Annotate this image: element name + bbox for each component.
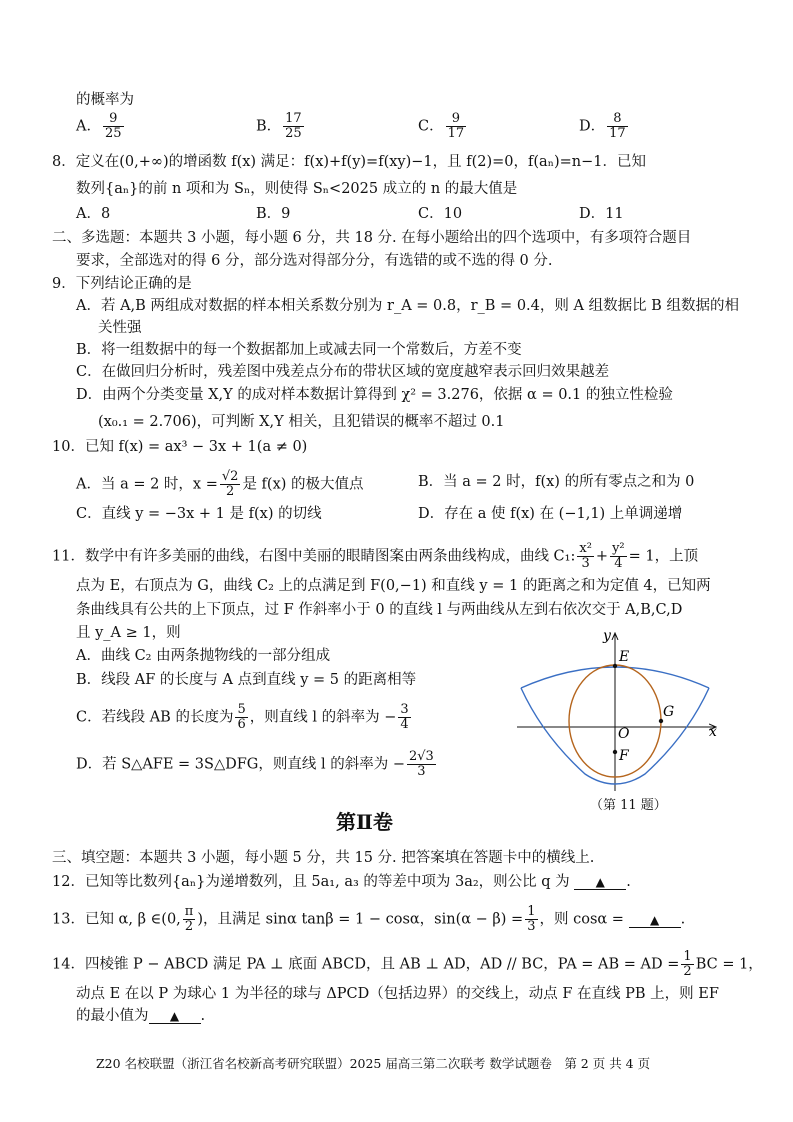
q11-option-c [76,703,413,732]
point-f [613,750,617,754]
q14-line3 [76,1006,205,1026]
page-footer: Z20 名校联盟（浙江省名校新高考研究联盟）2025 届高三第二次联考 数学试题卷 第 2 页 共 4 页 [96,1056,651,1071]
q14-line2: 动点 E 在以 P 为球心 1 为半径的球与 ΔPCD（包括边界）的交线上，动点 F 在直线 PB 上，则 EF [76,986,719,1002]
q11-line3: 条曲线具有公共的上下顶点，过 F 作斜率小于 0 的直线 l 与两曲线从左到右依次交于 A,B,C,D [76,602,683,618]
period: . [680,911,686,928]
q10-option-b: B．当 a = 2 时，f(x) 的所有零点之和为 0 [418,474,695,490]
numerator: 8 [607,112,628,127]
q12-text: 12．已知等比数列{aₙ}为递增数列，且 5a₁, a₃ 的等差中项为 3a₂，则公比 q 为 [52,874,570,890]
q7-option-a [76,112,126,141]
option-label: A． [76,118,101,135]
numerator: 1 [683,949,692,964]
q10-option-d: D．存在 a 使 f(x) 在 (−1,1) 上单调递增 [418,506,683,522]
q11-option-a: A．曲线 C₂ 由两条抛物线的一部分组成 [76,648,331,664]
denominator: 3 [581,556,590,571]
q8-option-d: D．11 [579,206,624,222]
option-text: ，则直线 l 的斜率为 − [249,709,397,726]
label-y: y [603,628,611,644]
period: . [200,1008,206,1024]
q7-tail: 的概率为 [76,92,134,108]
denominator: 2 [683,964,692,979]
denominator: 6 [237,717,246,732]
label-g: G [663,704,675,720]
q11-line1 [52,542,698,571]
numerator: √2 [221,469,239,484]
q14-text: 的最小值为 [76,1008,149,1024]
q11-text: 11．数学中有许多美丽的曲线，右图中美丽的眼睛图案由两条曲线构成，曲线 C₁: [52,548,576,565]
q8-option-a: A．8 [76,206,111,222]
denominator: 4 [614,556,623,571]
q7-option-b [256,112,306,141]
numerator: 9 [103,112,124,127]
denominator: 3 [527,919,536,934]
q9-option-d-cont: (x₀.₁ = 2.706)，可判断 X,Y 相关，且犯错误的概率不超过 0.1 [98,414,505,430]
option-text: C．若线段 AB 的长度为 [76,709,234,726]
q10-stem: 10．已知 f(x) = ax³ − 3x + 1(a ≠ 0) [52,439,308,455]
q8-line2: 数列{aₙ}的前 n 项和为 Sₙ，则使得 Sₙ<2025 成立的 n 的最大值是 [76,181,518,197]
paren: (0, [161,911,181,928]
q14-text: 14．四棱锥 P − ABCD 满足 PA ⊥ 底面 ABCD，且 AB ⊥ AD，AD // BC，PA = AB = AD = [52,956,680,973]
denominator: 2 [226,484,235,499]
numerator: 3 [400,702,409,717]
option-text: D．若 S△AFE = 3S△DFG，则直线 l 的斜率为 − [76,756,405,773]
answer-blank: ▲ [629,913,681,928]
q8-line1: 8．定义在(0,+∞)的增函数 f(x) 满足：f(x)+f(y)=f(xy)−1，且 f(2)=0，f(aₙ)=n−1．已知 [52,154,646,170]
denominator: 2 [184,919,194,934]
q9-stem: 9．下列结论正确的是 [52,276,192,292]
q13-text: ，则 cosα = [539,911,624,928]
section-3-header: 三、填空题：本题共 3 小题，每小题 5 分，共 15 分. 把答案填在答题卡中的横线上. [52,850,595,866]
figure-caption: （第 11 题） [590,798,667,813]
q14-line1 [52,950,763,979]
q10-option-a [76,470,364,499]
numerator: x² [579,541,592,556]
label-o: O [618,726,630,742]
option-label: B． [256,118,282,135]
option-text: A．当 a = 2 时，x = [76,476,218,493]
q9-option-d: D．由两个分类变量 X,Y 的成对样本数据计算得到 χ² = 3.276，依据 α = 0.1 的独立性检验 [76,387,673,403]
section-2-header-cont: 要求，全部选对的得 6 分，部分选对得部分分，有选错的或不选的得 0 分. [76,253,553,269]
q13-text: 13．已知 α, β ∈ [52,911,162,928]
option-label: C． [418,118,444,135]
denominator: 3 [417,764,426,779]
option-label: D． [579,118,606,135]
numerator: 17 [285,111,302,126]
q12 [52,872,631,892]
answer-blank: ▲ [149,1009,201,1024]
label-f: F [619,748,629,764]
q8-option-c: C．10 [418,206,463,222]
label-e: E [619,649,630,665]
point-e [613,664,617,668]
numerator: 5 [237,702,246,717]
q11-option-d [76,750,438,779]
q9-option-a-cont: 关性强 [98,320,142,336]
numerator: 9 [446,112,467,127]
q11-text: = 1，上顶 [628,548,699,565]
denominator: 25 [285,126,302,141]
q10-option-c: C．直线 y = −3x + 1 是 f(x) 的切线 [76,506,322,522]
q11-line4: 且 y_A ≥ 1，则 [76,625,181,641]
numerator: π [184,904,194,919]
numerator: y² [612,541,625,556]
denominator: 25 [104,126,122,141]
q9-option-c: C．在做回归分析时，残差图中残差点分布的带状区域的宽度越窄表示回归效果越差 [76,364,610,380]
section-2-header: 二、多选题：本题共 3 小题，每小题 6 分，共 18 分. 在每小题给出的四个选项中，有多项符合题目 [52,230,692,246]
q9-option-a: A．若 A,B 两组成对数据的样本相关系数分别为 r_A = 0.8，r_B = 0.4，则 A 组数据比 B 组数据的相 [76,298,739,314]
q11-line2: 点为 E，右顶点为 G，曲线 C₂ 上的点满足到 F(0,−1) 和直线 y = 1 的距离之和为定值 4，已知两 [76,578,711,594]
q9-option-b: B．将一组数据中的每一个数据都加上或减去同一个常数后，方差不变 [76,342,522,358]
paren: ) [197,911,204,928]
numerator: 1 [527,904,536,919]
q11-option-b: B．线段 AF 的长度与 A 点到直线 y = 5 的距离相等 [76,672,417,688]
numerator: 2√3 [409,749,434,764]
eye-curve-figure [515,626,725,792]
label-x: x [709,724,717,740]
q14-text: BC = 1， [695,956,763,973]
denominator: 17 [609,126,626,141]
q8-option-b: B．9 [256,206,291,222]
q13-text: ，且满足 sinα tanβ = 1 − cosα，sin(α − β) = [203,911,524,928]
part-2-title: 第Ⅱ卷 [336,810,393,834]
answer-blank: ▲ [574,875,626,890]
denominator: 4 [400,717,409,732]
denominator: 17 [447,126,465,141]
period: . [626,874,631,890]
plus-sign: + [595,548,609,565]
option-text: 是 f(x) 的极大值点 [242,476,364,493]
q7-option-c [418,112,468,141]
q7-option-d [579,112,630,141]
q13 [52,905,685,934]
